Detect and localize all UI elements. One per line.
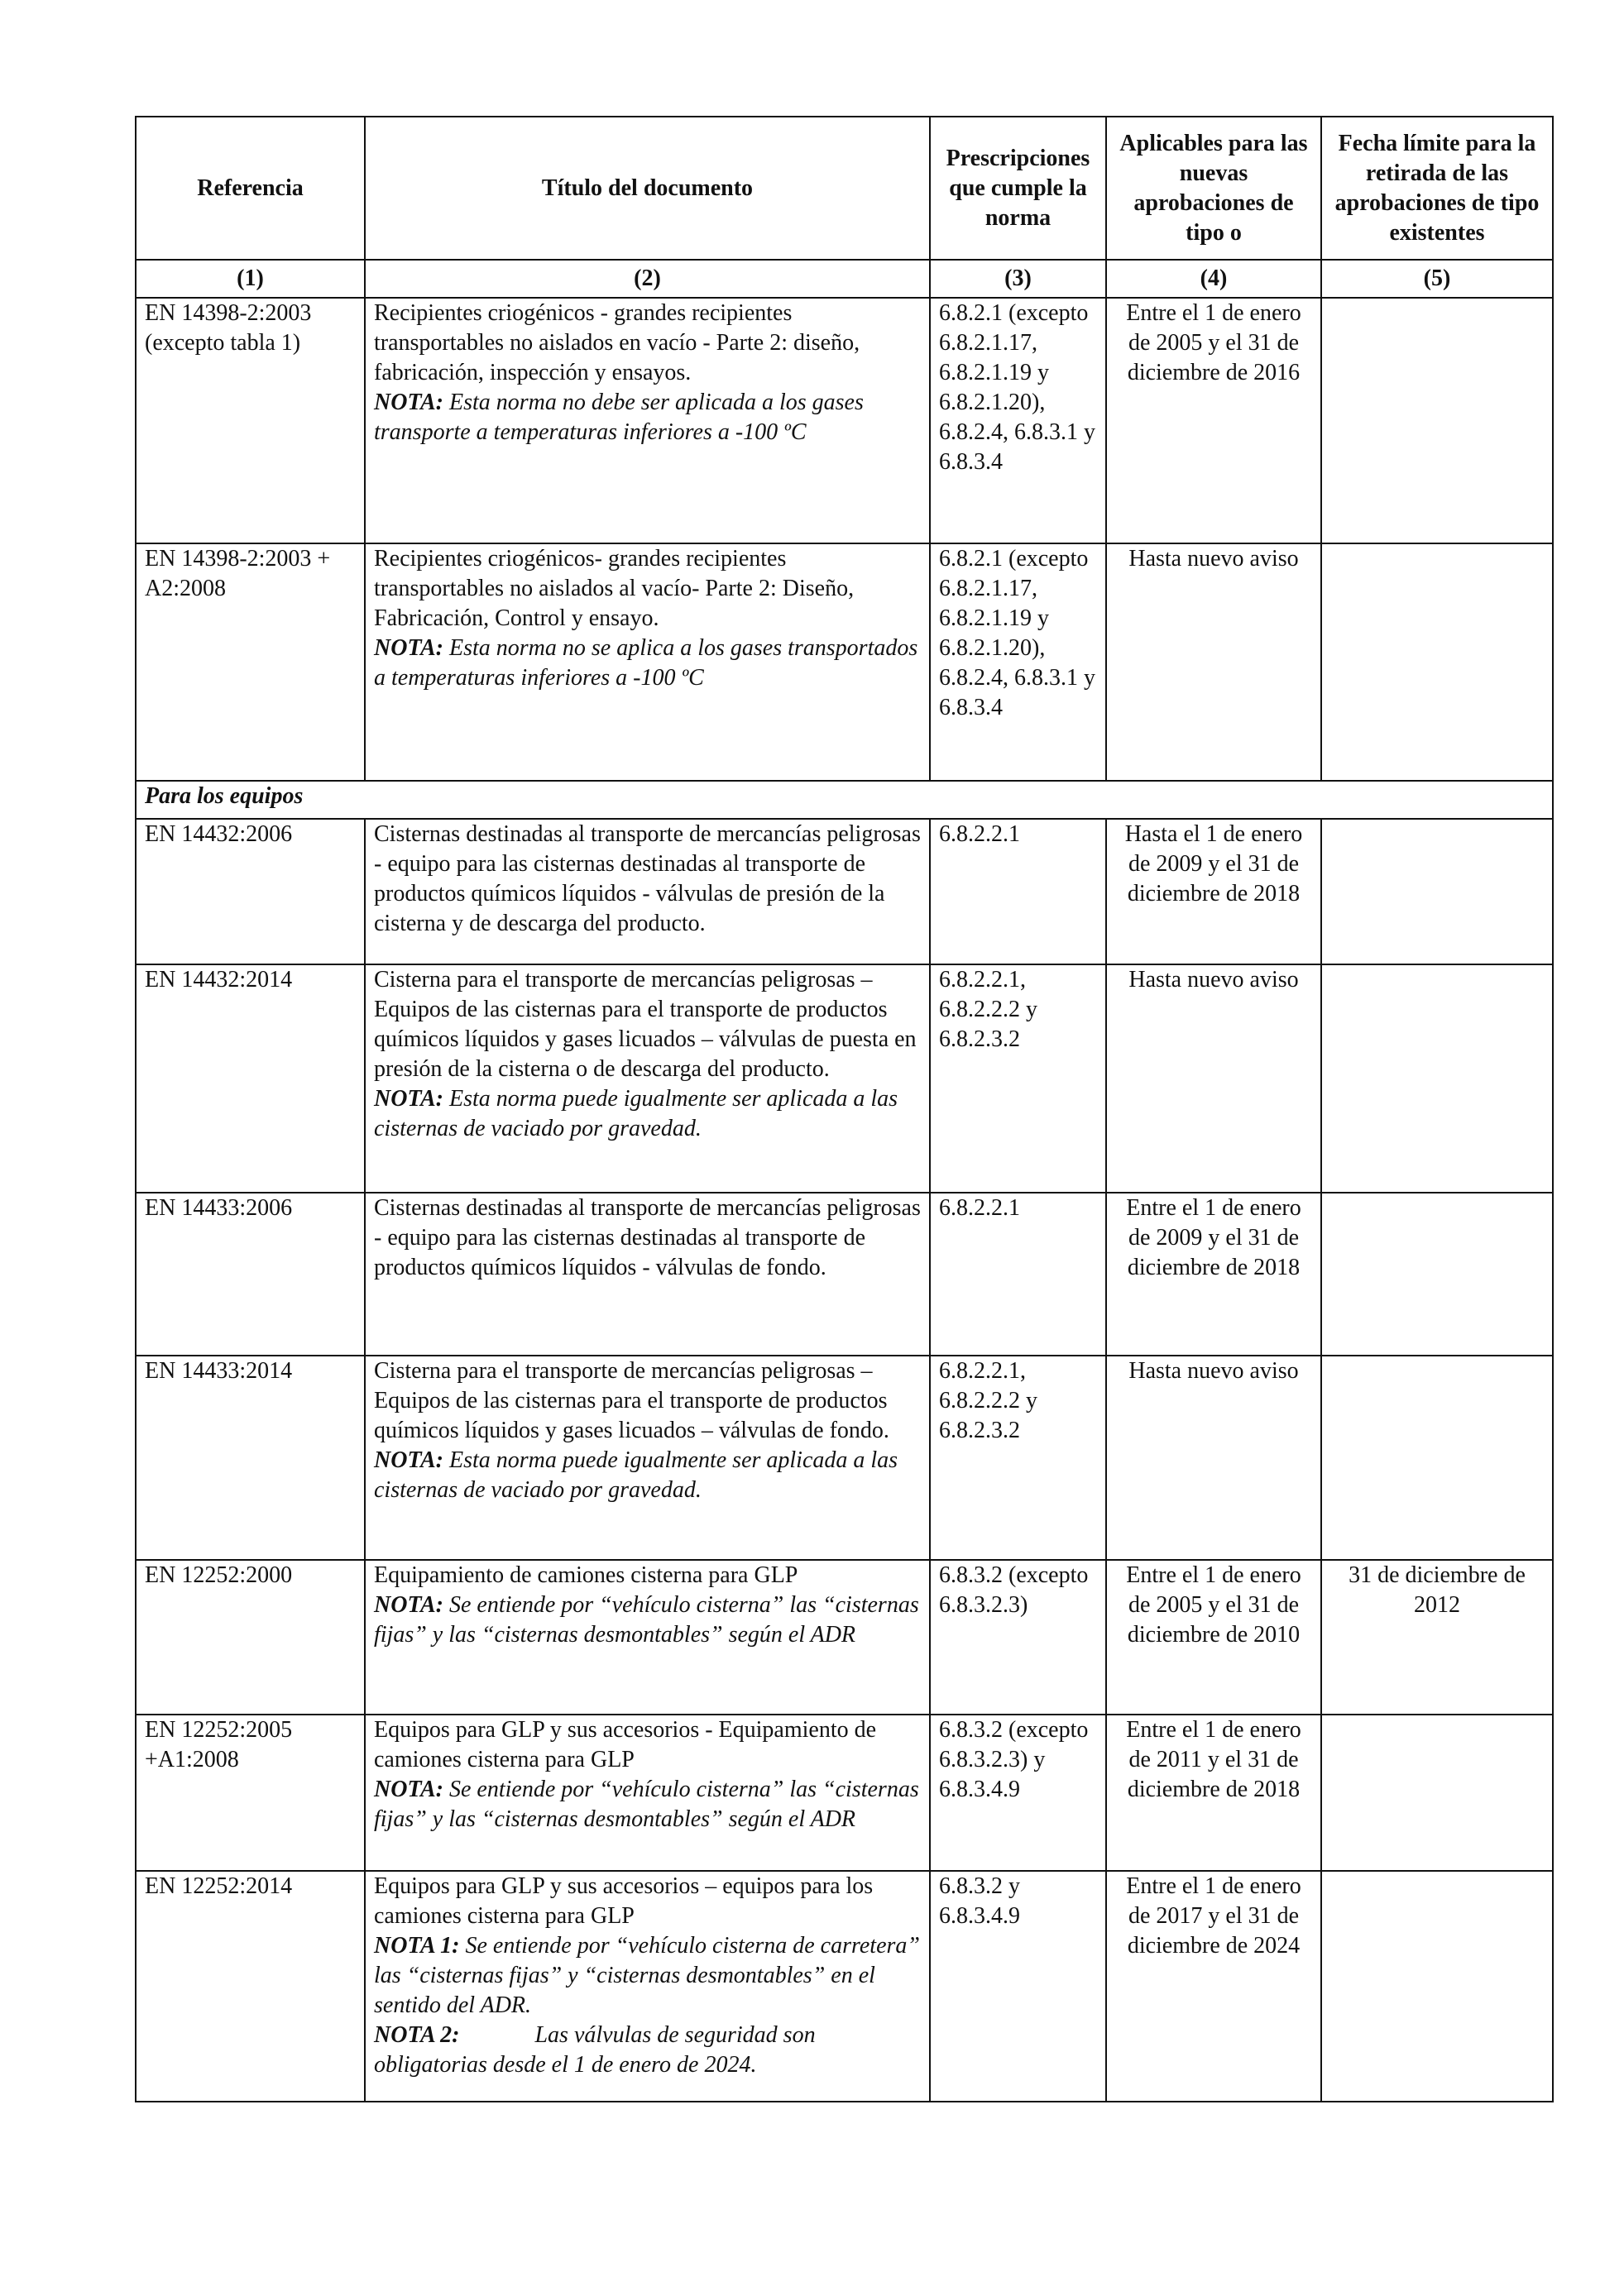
prescriptions-cell: 6.8.2.2.1, 6.8.2.2.2 y 6.8.2.3.2 xyxy=(930,1356,1106,1560)
applicable-cell: Hasta nuevo aviso xyxy=(1106,964,1321,1193)
table-row xyxy=(136,964,1553,1193)
note-text: Esta norma no se aplica a los gases transportados a temperaturas inferiores a -100 ºC xyxy=(374,635,924,691)
title-cell xyxy=(365,1871,930,2102)
applicable-cell: Hasta nuevo aviso xyxy=(1106,543,1321,781)
note xyxy=(374,388,921,447)
table-row xyxy=(136,1560,1553,1715)
note-label: NOTA: xyxy=(374,1592,443,1618)
note-label: NOTA: xyxy=(374,635,443,661)
document-title: Recipientes criogénicos- grandes recipientes transportables no aislados al vacío- Parte 2: Diseño, Fabricación, Control y ensayo. xyxy=(374,546,855,631)
reference-cell: EN 14433:2006 xyxy=(136,1193,365,1356)
applicable-cell: Entre el 1 de enero de 2017 y el 31 de diciembre de 2024 xyxy=(1106,1871,1321,2102)
column-number: (3) xyxy=(930,260,1106,298)
applicable-cell: Entre el 1 de enero de 2011 y el 31 de diciembre de 2018 xyxy=(1106,1715,1321,1871)
title-cell xyxy=(365,819,930,964)
note xyxy=(374,1084,921,1144)
document-title: Cisternas destinadas al transporte de mercancías peligrosas - equipo para las cisternas destinadas al transporte de productos químicos líquidos - válvulas de presión de la cisterna y de descarga del producto. xyxy=(374,821,921,936)
table-row xyxy=(136,819,1553,964)
reference-cell: EN 14432:2014 xyxy=(136,964,365,1193)
note-text: Se entiende por “vehículo cisterna de carretera” las “cisternas fijas” y “cisternas desmontables” en el sentido del ADR. xyxy=(374,1933,926,2018)
document-title: Equipos para GLP y sus accesorios – equipos para los camiones cisterna para GLP xyxy=(374,1873,874,1929)
note-label: NOTA: xyxy=(374,1086,443,1112)
deadline-cell xyxy=(1321,298,1553,543)
applicable-cell: Entre el 1 de enero de 2009 y el 31 de diciembre de 2018 xyxy=(1106,1193,1321,1356)
column-number: (1) xyxy=(136,260,365,298)
prescriptions-cell: 6.8.3.2 (excepto 6.8.3.2.3) y 6.8.3.4.9 xyxy=(930,1715,1106,1871)
deadline-cell xyxy=(1321,819,1553,964)
header-deadline: Fecha límite para la retirada de las aprobaciones de tipo existentes xyxy=(1321,117,1553,260)
note xyxy=(374,2021,921,2080)
title-cell xyxy=(365,543,930,781)
table-row xyxy=(136,1356,1553,1560)
table-row xyxy=(136,1871,1553,2102)
prescriptions-cell: 6.8.3.2 (excepto 6.8.3.2.3) xyxy=(930,1560,1106,1715)
deadline-cell xyxy=(1321,1715,1553,1871)
note xyxy=(374,1446,921,1505)
reference-cell: EN 14433:2014 xyxy=(136,1356,365,1560)
reference-cell: EN 14398-2:2003 (excepto tabla 1) xyxy=(136,298,365,543)
note-label: NOTA: xyxy=(374,1447,443,1473)
note xyxy=(374,1590,925,1650)
table-row xyxy=(136,1715,1553,1871)
table-body-equipment xyxy=(136,819,1553,2102)
title-cell xyxy=(365,298,930,543)
table-row xyxy=(136,543,1553,781)
deadline-cell: 31 de diciembre de 2012 xyxy=(1321,1560,1553,1715)
note-text: Esta norma puede igualmente ser aplicada a las cisternas de vaciado por gravedad. xyxy=(374,1447,904,1503)
prescriptions-cell: 6.8.2.1 (excepto 6.8.2.1.17, 6.8.2.1.19 y 6.8.2.1.20), 6.8.2.4, 6.8.3.1 y 6.8.3.4 xyxy=(930,543,1106,781)
header-applicable: Aplicables para las nuevas aprobaciones de tipo o xyxy=(1106,117,1321,260)
deadline-cell xyxy=(1321,1356,1553,1560)
title-cell xyxy=(365,1560,930,1715)
note-text: Esta norma puede igualmente ser aplicada a las cisternas de vaciado por gravedad. xyxy=(374,1086,904,1141)
deadline-cell xyxy=(1321,964,1553,1193)
prescriptions-cell: 6.8.2.2.1 xyxy=(930,1193,1106,1356)
deadline-cell xyxy=(1321,1193,1553,1356)
prescriptions-cell: 6.8.2.2.1 xyxy=(930,819,1106,964)
note xyxy=(374,1931,926,2021)
note xyxy=(374,634,924,693)
applicable-cell: Hasta el 1 de enero de 2009 y el 31 de diciembre de 2018 xyxy=(1106,819,1321,964)
note-label: NOTA 2: xyxy=(374,2022,460,2048)
note-text: Se entiende por “vehículo cisterna” las “cisternas fijas” y las “cisternas desmontables” según el ADR xyxy=(374,1592,925,1648)
column-number-row xyxy=(136,260,1553,298)
column-number: (2) xyxy=(365,260,930,298)
document-title: Cisterna para el transporte de mercancías peligrosas – Equipos de las cisternas para el transporte de productos químicos líquidos y gases licuados – válvulas de puesta en presión de la cisterna o de descarga del producto. xyxy=(374,967,917,1082)
document-title: Cisterna para el transporte de mercancías peligrosas – Equipos de las cisternas para el transporte de productos químicos líquidos y gases licuados – válvulas de fondo. xyxy=(374,1358,889,1443)
note-text: Las válvulas de seguridad son obligatorias desde el 1 de enero de 2024. xyxy=(374,2022,822,2078)
prescriptions-cell: 6.8.3.2 y 6.8.3.4.9 xyxy=(930,1871,1106,2102)
note-label: NOTA 1: xyxy=(374,1933,460,1959)
note-label: NOTA: xyxy=(374,1777,443,1802)
document-title: Recipientes criogénicos - grandes recipientes transportables no aislados en vacío - Parte 2: diseño, fabricación, inspección y ensayos. xyxy=(374,300,860,385)
note-label: NOTA: xyxy=(374,390,443,415)
table-body-tanks xyxy=(136,298,1553,781)
reference-cell: EN 14398-2:2003 + A2:2008 xyxy=(136,543,365,781)
reference-cell: EN 12252:2014 xyxy=(136,1871,365,2102)
title-cell xyxy=(365,1356,930,1560)
header-reference: Referencia xyxy=(136,117,365,260)
note xyxy=(374,1775,925,1834)
deadline-cell xyxy=(1321,543,1553,781)
header-prescriptions: Prescripciones que cumple la norma xyxy=(930,117,1106,260)
reference-cell: EN 12252:2000 xyxy=(136,1560,365,1715)
applicable-cell: Entre el 1 de enero de 2005 y el 31 de diciembre de 2010 xyxy=(1106,1560,1321,1715)
section-label: Para los equipos xyxy=(136,781,1553,819)
table-row xyxy=(136,1193,1553,1356)
section-row xyxy=(136,781,1553,819)
reference-cell: EN 12252:2005 +A1:2008 xyxy=(136,1715,365,1871)
column-number: (4) xyxy=(1106,260,1321,298)
table-row xyxy=(136,298,1553,543)
document-title: Equipos para GLP y sus accesorios - Equipamiento de camiones cisterna para GLP xyxy=(374,1717,877,1772)
title-cell xyxy=(365,1193,930,1356)
applicable-cell: Hasta nuevo aviso xyxy=(1106,1356,1321,1560)
applicable-cell: Entre el 1 de enero de 2005 y el 31 de diciembre de 2016 xyxy=(1106,298,1321,543)
title-cell xyxy=(365,964,930,1193)
prescriptions-cell: 6.8.2.2.1, 6.8.2.2.2 y 6.8.2.3.2 xyxy=(930,964,1106,1193)
document-title: Cisternas destinadas al transporte de mercancías peligrosas - equipo para las cisternas destinadas al transporte de productos químicos líquidos - válvulas de fondo. xyxy=(374,1195,921,1280)
column-number: (5) xyxy=(1321,260,1553,298)
document-title: Equipamiento de camiones cisterna para GLP xyxy=(374,1562,798,1588)
header-row xyxy=(136,117,1553,260)
note-text: Esta norma no debe ser aplicada a los gases transporte a temperaturas inferiores a -100 ºC xyxy=(374,390,869,445)
title-cell xyxy=(365,1715,930,1871)
deadline-cell xyxy=(1321,1871,1553,2102)
standards-table xyxy=(135,116,1554,2102)
prescriptions-cell: 6.8.2.1 (excepto 6.8.2.1.17, 6.8.2.1.19 y 6.8.2.1.20), 6.8.2.4, 6.8.3.1 y 6.8.3.4 xyxy=(930,298,1106,543)
reference-cell: EN 14432:2006 xyxy=(136,819,365,964)
note-text: Se entiende por “vehículo cisterna” las “cisternas fijas” y las “cisternas desmontables” según el ADR xyxy=(374,1777,925,1832)
table-section xyxy=(136,781,1553,819)
header-document-title: Título del documento xyxy=(365,117,930,260)
